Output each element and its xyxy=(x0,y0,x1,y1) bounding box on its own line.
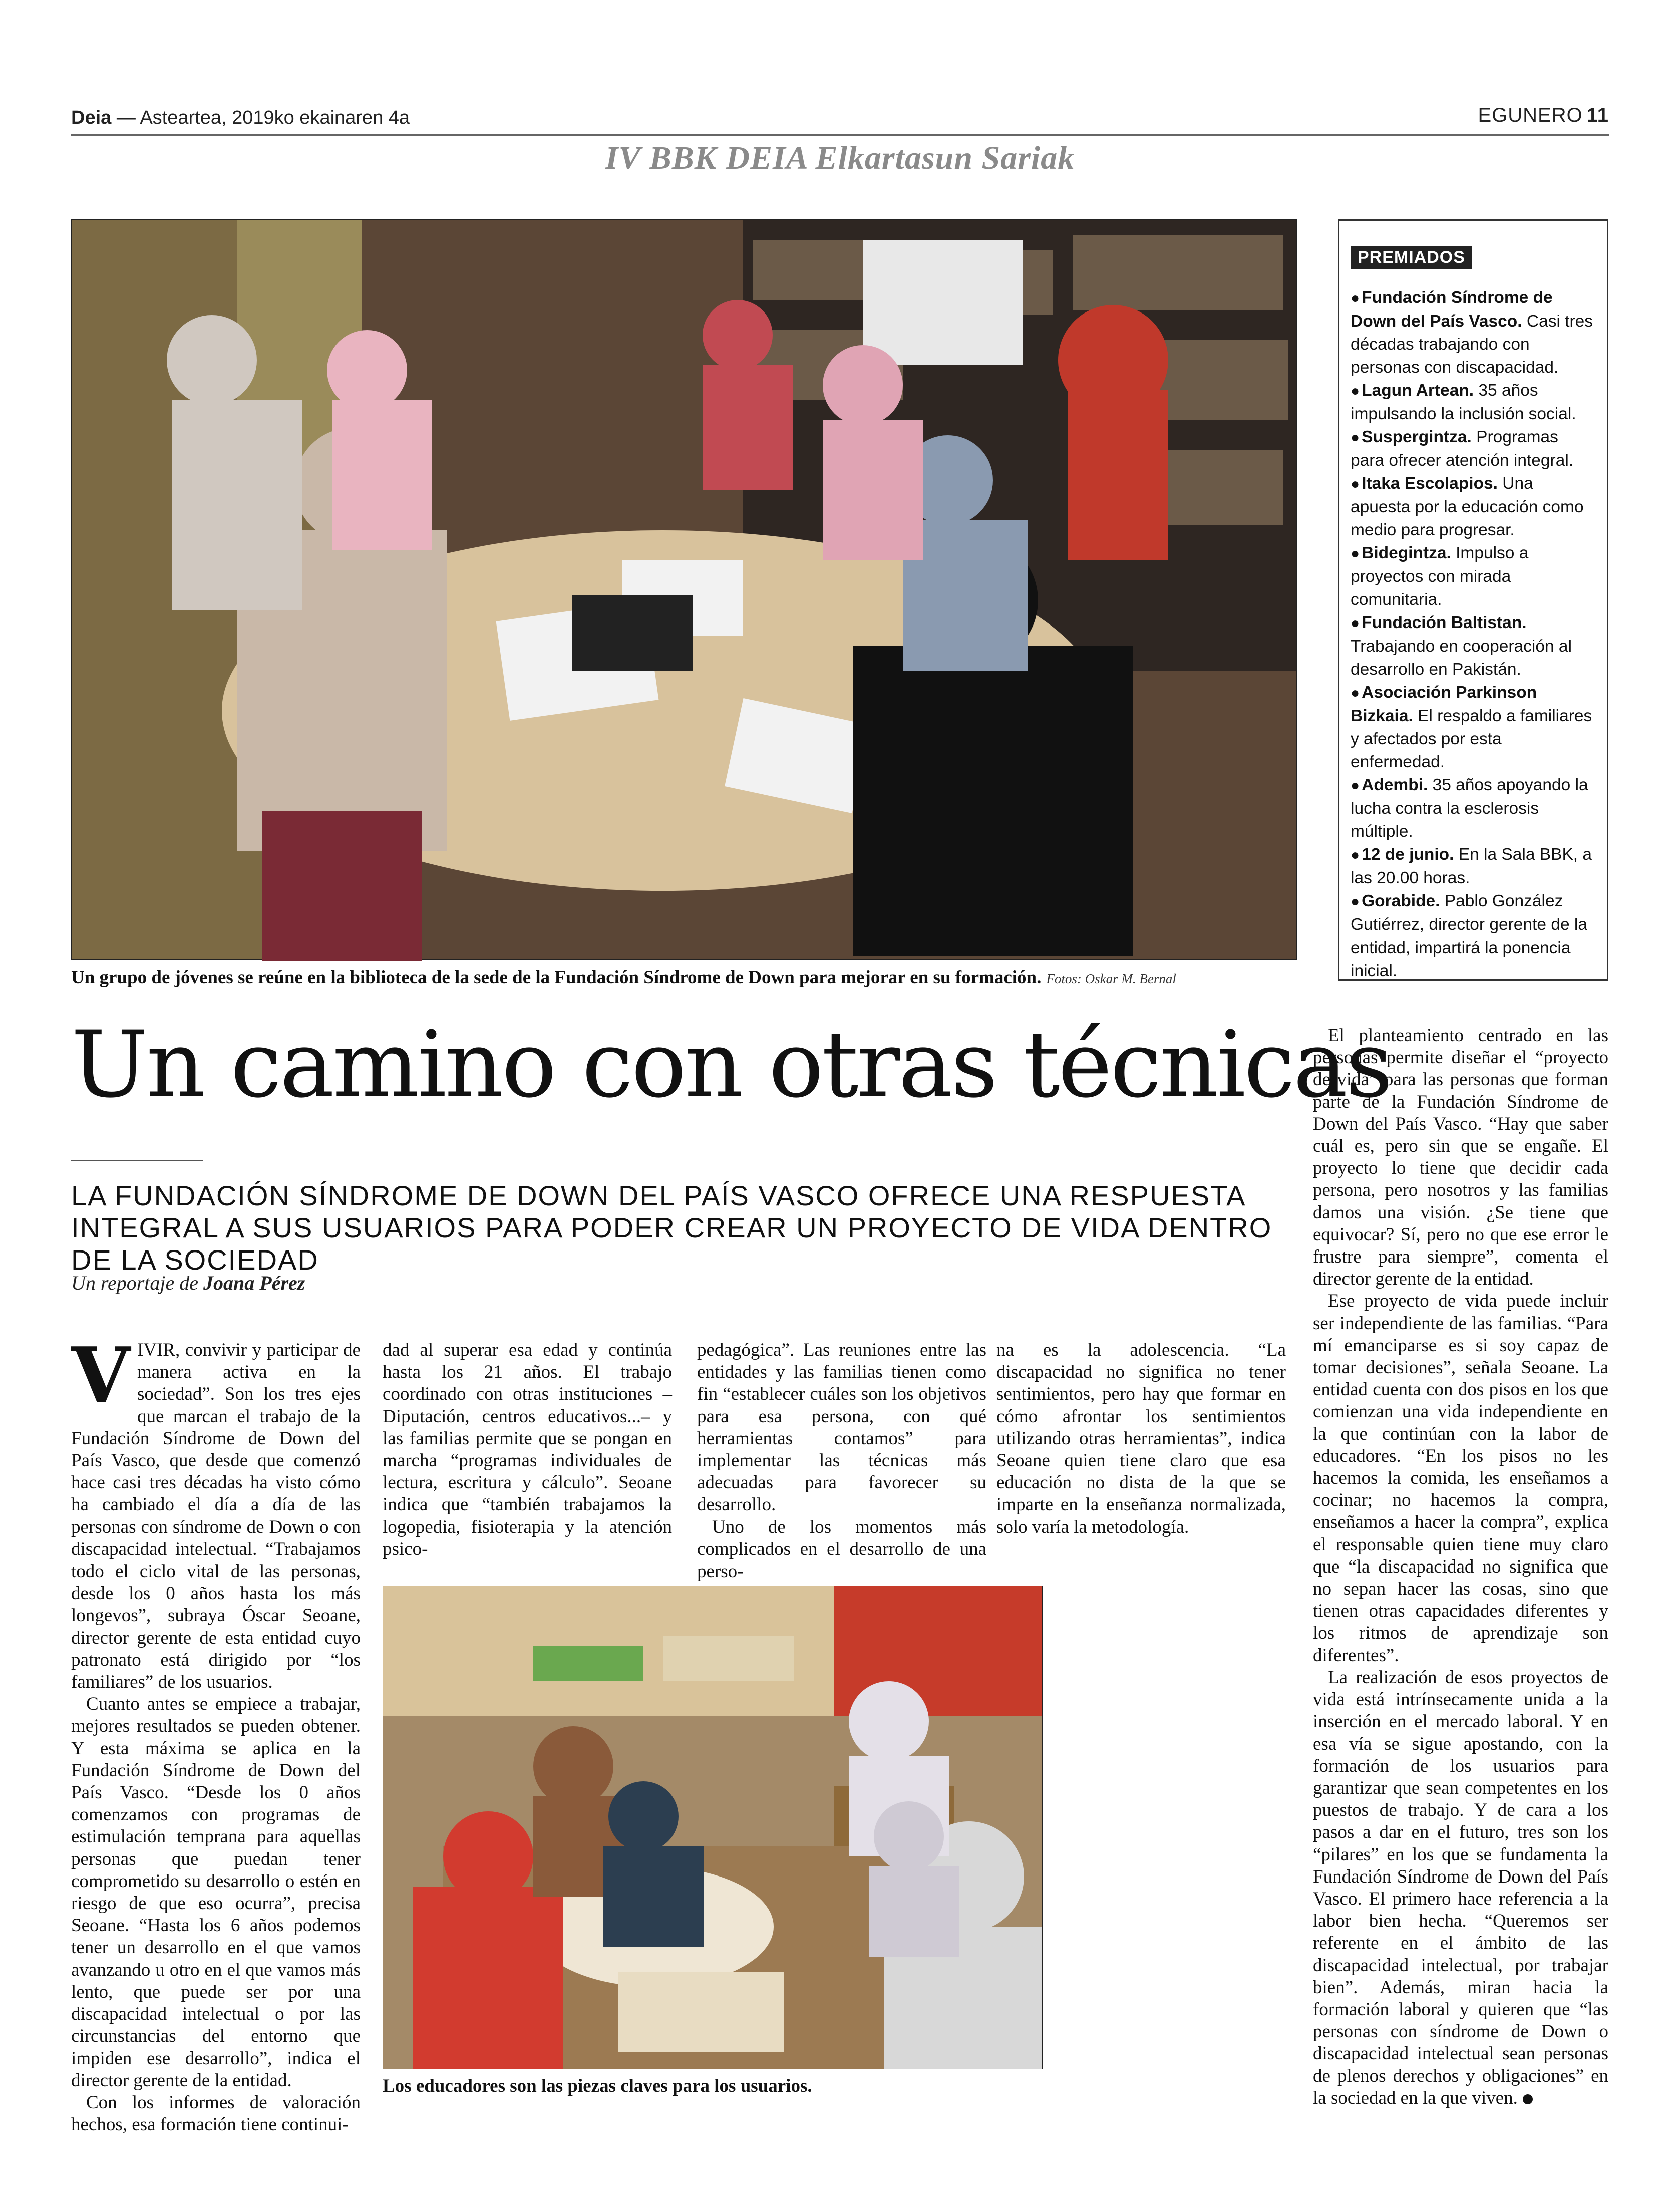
end-of-article-icon xyxy=(1523,2094,1533,2104)
article-paragraph: na es la adolescencia. “La discapacidad no significa no tener sentimientos, pero hay que formar en cómo afrontar los sentimientos utilizando otras herramientas”, indica Seoane quien tiene claro que esa educación no dista de la que se imparte en la enseñanza normalizada, solo varía la metodología. xyxy=(996,1340,1286,1537)
bullet-icon: ● xyxy=(1351,685,1360,701)
bullet-icon: ● xyxy=(1351,429,1360,446)
winner-description: En la Sala BBK, a las 20.00 horas. xyxy=(1351,845,1592,887)
publication-name: Deia xyxy=(71,107,112,128)
article-paragraph: dad al superar esa edad y continúa hasta los 21 años. El trabajo coordinado con otras instituciones –Diputación, centros educativos...– y las familias permite que se pongan en marcha “programas individuales de lectura, escritura y cálculo”. Seoane indica que “también trabajamos la logopedia, fisioterapia y la atención psico- xyxy=(383,1340,672,1559)
winner-description: Una apuesta por la educación como medio para progresar. xyxy=(1351,474,1584,539)
article-column-1 xyxy=(71,1330,361,2135)
winner-name: Fundación Baltistan. xyxy=(1362,613,1527,632)
winner-description: Pablo González Gutiérrez, director gerente de la entidad, impartirá la ponencia inicial. xyxy=(1351,892,1587,980)
winner-name: Adembi. xyxy=(1362,776,1428,794)
section-banner: IV BBK DEIA Elkartasun Sariak xyxy=(605,140,1075,176)
paragraph-text: IVIR, convivir y participar de manera activa en la sociedad”. Son los tres ejes que marcan el trabajo de la Fundación Síndrome de Down del País Vasco, que desde que comenzó hace casi tres décadas ha visto cómo ha cambiado el día a día de las personas con síndrome de Down o con discapacidad intelectual. “Trabajamos todo el ciclo vital de las personas, desde los 0 años hasta los más longevos”, subraya Óscar Seoane, director gerente de esta entidad cuyo patronato está dirigido por “los familiares” de los usuarios. xyxy=(71,1340,361,1693)
winner-item xyxy=(1351,472,1596,542)
byline xyxy=(71,1271,305,1295)
paragraph-text: La realización de esos proyectos de vida está intrínsecamente unida a la inserción en el mercado laboral. Y en esa vía se sigue apostando, con la formación de los usuarios para garantizar que sean competentes en los puestos de trabajo. Y de cara a los pasos a dar en el futuro, tres son los “pilares” en los que se fundamenta la Fundación Síndrome de Down del País Vasco. El primero hace referencia a la labor bien hecha. “Queremos ser referente en el ámbito de las discapacidad intelectual, por trabajar bien”. Además, miran hacia la formación laboral y quieren que “las personas con síndrome de Down o discapacidad intelectual sean personas de plenos derechos y obligaciones” en la sociedad en la que viven. xyxy=(1313,1667,1608,2108)
bullet-icon: ● xyxy=(1351,476,1360,492)
winners-list xyxy=(1351,286,1596,983)
second-photo xyxy=(383,1586,1043,2069)
main-caption-text: Un grupo de jóvenes se reúne en la biblioteca de la sede de la Fundación Síndrome de Down para mejorar en su formación. xyxy=(71,967,1042,988)
article-column-4 xyxy=(996,1339,1286,1538)
drop-cap: V xyxy=(71,1330,130,1420)
winner-name: Asociación Parkinson Bizkaia. xyxy=(1351,683,1537,725)
winner-name: Itaka Escolapios. xyxy=(1362,474,1498,493)
winner-item xyxy=(1351,843,1596,890)
header-rule xyxy=(71,134,1609,136)
bullet-icon: ● xyxy=(1351,847,1360,863)
winner-item xyxy=(1351,286,1596,379)
article-paragraph: Cuanto antes se empiece a trabajar, mejores resultados se pueden obtener. Y esta máxima se aplica en la Fundación Síndrome de Down del País Vasco. “Desde los 0 años comenzamos con programas de estimulación temprana para aquellas personas que puedan tener comprometido su desarrollo o estén en riesgo de que eso ocurra”, precisa Seoane. “Hasta los 6 años podemos tener un desarrollo en el que vamos avanzando u otro en el que vamos más lento, que puede ser por una discapacidad intelectual o por las circunstancias del entorno que impiden ese desarrollo”, indica el director gerente de la entidad. xyxy=(71,1694,361,2091)
winner-name: Suspergintza. xyxy=(1362,428,1472,446)
main-photo-caption xyxy=(71,967,1296,988)
page-number: 11 xyxy=(1586,104,1609,126)
photo-credit: Fotos: Oskar M. Bernal xyxy=(1046,971,1176,986)
article-paragraph xyxy=(1313,1667,1608,2109)
main-photo xyxy=(71,219,1297,960)
byline-prefix: Un reportaje de xyxy=(71,1272,199,1294)
winner-description: Trabajando en cooperación al desarrollo en Pakistán. xyxy=(1351,637,1572,679)
article-paragraph: Con los informes de valoración hechos, esa formación tiene continui- xyxy=(71,2092,361,2135)
article-paragraph xyxy=(71,1330,361,1693)
headline-rule xyxy=(71,1160,203,1161)
second-photo-caption: Los educadores son las piezas claves para los usuarios. xyxy=(383,2076,812,2096)
article-column-5 xyxy=(1313,1025,1608,2136)
winner-description: 35 años impulsando la inclusión social. xyxy=(1351,381,1576,423)
winner-item xyxy=(1351,542,1596,611)
winner-description: El respaldo a familiares y afectados por esta enfermedad. xyxy=(1351,707,1592,771)
winner-item xyxy=(1351,681,1596,774)
sidebar-heading: PREMIADOS xyxy=(1351,246,1472,269)
winner-description: Programas para ofrecer atención integral. xyxy=(1351,428,1574,470)
article-subhead: LA FUNDACIÓN SÍNDROME DE DOWN DEL PAÍS VASCO OFRECE UNA RESPUESTA INTEGRAL A SUS USUARIOS PARA PODER CREAR UN PROYECTO DE VIDA DENTRO DE LA SOCIEDAD xyxy=(71,1180,1272,1276)
bullet-icon: ● xyxy=(1351,893,1360,910)
winner-name: Gorabide. xyxy=(1362,892,1440,910)
winner-description: Casi tres décadas trabajando con personas con discapacidad. xyxy=(1351,312,1593,377)
winner-item xyxy=(1351,426,1596,472)
article-paragraph: Ese proyecto de vida puede incluir ser independiente de las familias. “Para mí emanciparse es si soy capaz de tomar decisiones”, señala Seoane. La entidad cuenta con dos pisos en los que comienzan una vida independiente en la que continúan con la labor de educadores. “En los pisos no les hacemos la comida, les enseñamos a cocinar; no hacemos la compra, enseñamos a hacer la compra”, explica el responsable quien tiene muy claro que “la discapacidad no significa que no sepan hacer las cosas, sino que tienen otras capacidades diferentes y los ritmos de aprendizaje son diferentes”. xyxy=(1313,1291,1608,1666)
winner-item xyxy=(1351,774,1596,843)
winner-name: Fundación Síndrome de Down del País Vasco. xyxy=(1351,288,1553,331)
bullet-icon: ● xyxy=(1351,615,1360,632)
bullet-icon: ● xyxy=(1351,383,1360,399)
folio-left xyxy=(71,107,410,129)
winner-name: 12 de junio. xyxy=(1362,845,1454,864)
issue-date: Asteartea, 2019ko ekainaren 4a xyxy=(140,107,410,128)
winner-item xyxy=(1351,379,1596,426)
folio-dash: — xyxy=(116,107,136,128)
winners-sidebar xyxy=(1338,219,1608,981)
winner-item xyxy=(1351,890,1596,983)
byline-author: Joana Pérez xyxy=(203,1272,305,1294)
article-paragraph: El planteamiento centrado en las personas permite diseñar el “proyecto de vida” para las personas que forman parte de la Fundación Síndrome de Down del País Vasco. “Hay que saber cuál es, pero sin que se engañe. El proyecto lo tiene que decidir cada persona, pero nosotros y las familias damos una visión. ¿Se tiene que equivocar? Sí, pero no que ese error le frustre para siempre”, comenta el director gerente de la entidad. xyxy=(1313,1025,1608,1290)
winner-item xyxy=(1351,611,1596,681)
winner-description: 35 años apoyando la lucha contra la esclerosis múltiple. xyxy=(1351,776,1588,841)
winner-name: Lagun Artean. xyxy=(1362,381,1474,400)
bullet-icon: ● xyxy=(1351,545,1360,562)
article-paragraph: Uno de los momentos más complicados en el desarrollo de una perso- xyxy=(697,1516,986,1582)
winner-name: Bidegintza. xyxy=(1362,544,1451,562)
folio-right xyxy=(1478,104,1609,127)
winner-description: Impulso a proyectos con mirada comunitaria. xyxy=(1351,544,1529,609)
article-column-3 xyxy=(697,1339,986,1583)
article-column-2 xyxy=(383,1339,672,1560)
article-headline: Un camino con otras técnicas xyxy=(71,1012,1391,1118)
article-paragraph: pedagógica”. Las reuniones entre las entidades y las familias tienen como fin “establecer cuáles son los objetivos para esa persona, con qué herramientas contamos” para implementar las técnicas más adecuadas para favorecer su desarrollo. xyxy=(697,1340,986,1515)
section-name: EGUNERO xyxy=(1478,104,1583,126)
bullet-icon: ● xyxy=(1351,777,1360,794)
bullet-icon: ● xyxy=(1351,290,1360,306)
